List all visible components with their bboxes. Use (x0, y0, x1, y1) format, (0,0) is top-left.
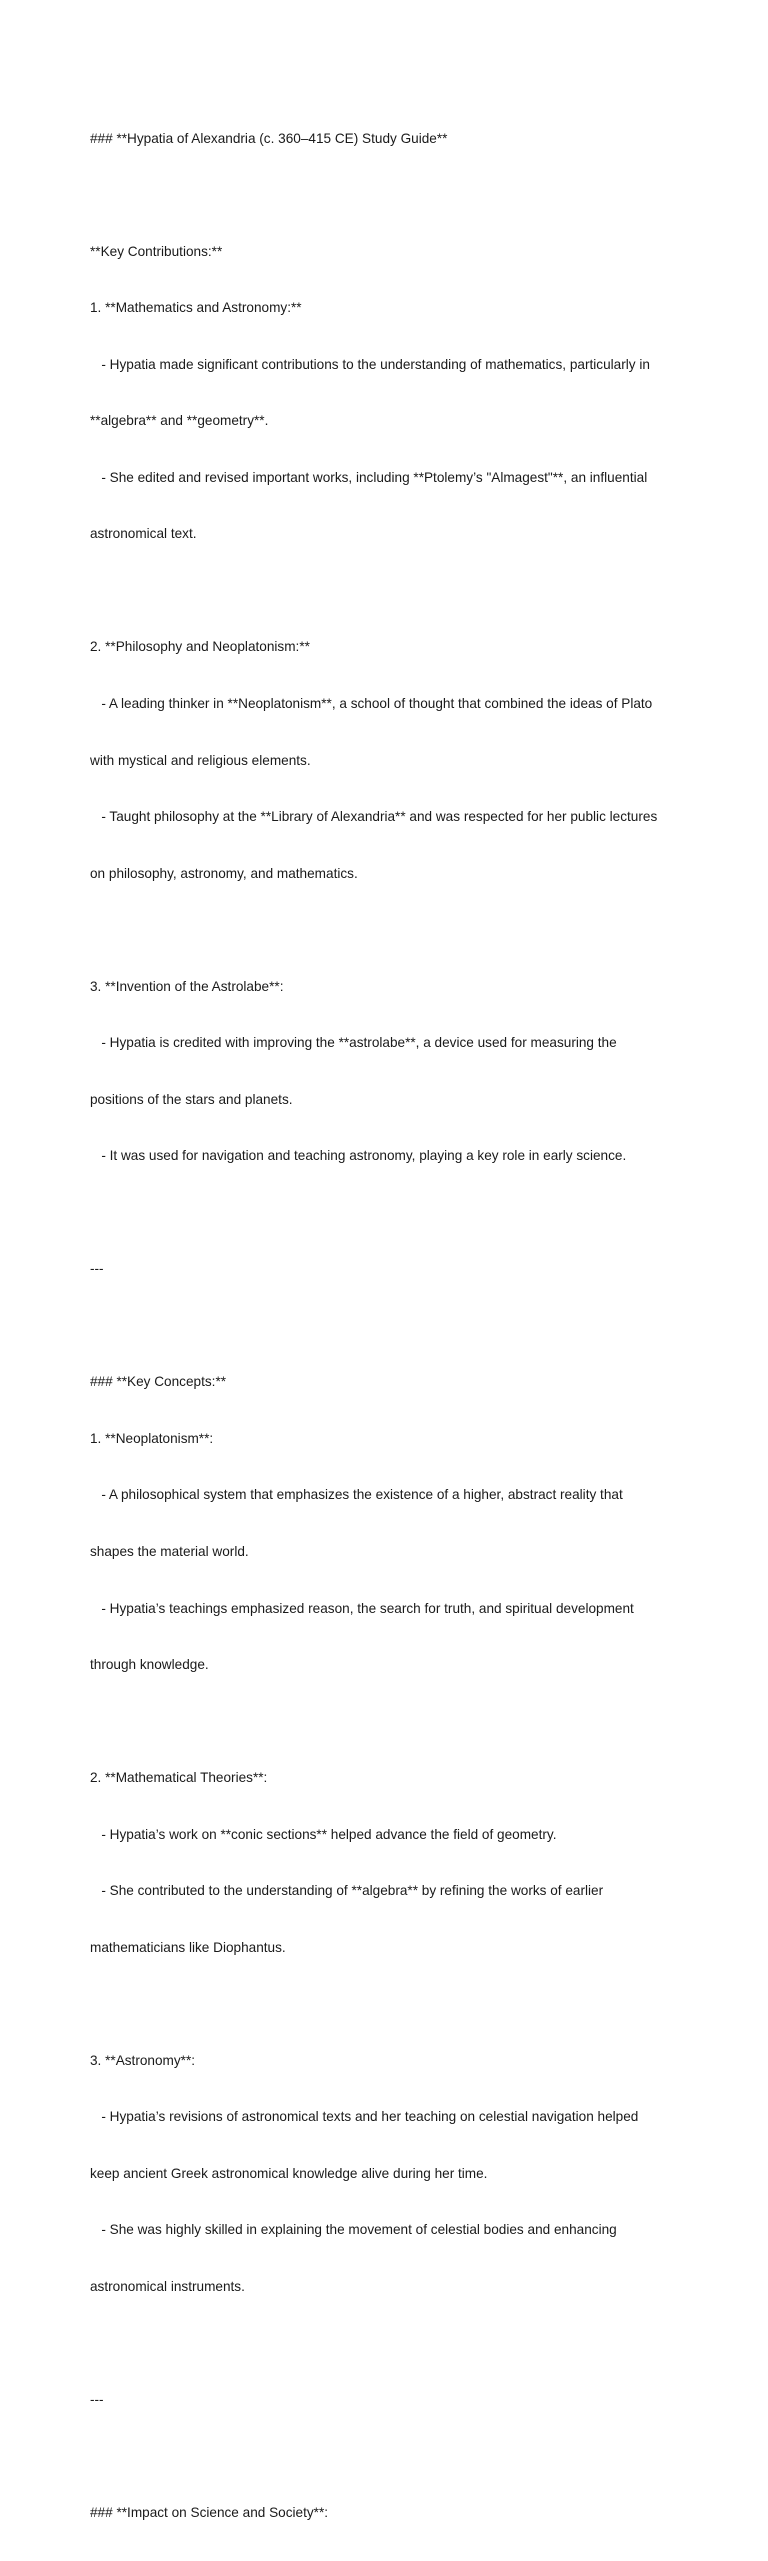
blank-line (90, 1317, 680, 1336)
blank-line (90, 582, 680, 601)
text-line: keep ancient Greek astronomical knowledge alive during her time. (90, 2165, 488, 2181)
bullet-line: - A leading thinker in **Neoplatonism**, a school of thought that combined the ideas of Plato (90, 696, 653, 711)
guide-title-line: ### **Hypatia of Alexandria (c. 360–415 CE) Study Guide** (90, 130, 448, 146)
blank-line (90, 2447, 680, 2466)
list-item-heading: 1. **Neoplatonism**: (90, 1430, 214, 1446)
bullet-line: - Hypatia’s work on **conic sections** helped advance the field of geometry. (90, 1826, 557, 1842)
text-line: astronomical instruments. (90, 2278, 245, 2294)
section-heading-key-concepts: ### **Key Concepts:** (90, 1374, 227, 1390)
text-line: through knowledge. (90, 1657, 209, 1673)
list-item-heading: 2. **Philosophy and Neoplatonism:** (90, 639, 310, 655)
bullet-line: - Taught philosophy at the **Library of Alexandria** and was respected for her public lectures (90, 809, 658, 825)
bullet-line: - Hypatia is credited with improving the **astrolabe**, a device used for measuring the (90, 1035, 617, 1051)
bullet-line: - She was highly skilled in explaining the movement of celestial bodies and enhancing (90, 2222, 617, 2238)
list-item-heading: 1. **Mathematics and Astronomy:** (90, 300, 302, 316)
list-item-heading: 3. **Astronomy**: (90, 2052, 196, 2068)
text-line: mathematicians like Diophantus. (90, 1939, 286, 1955)
blank-line (90, 1995, 680, 2014)
blank-line (90, 1204, 680, 1223)
blank-line (90, 921, 680, 940)
text-line: shapes the material world. (90, 1543, 249, 1559)
blank-line (90, 2334, 680, 2353)
horizontal-rule-text: --- (90, 1261, 104, 1277)
text-line: on philosophy, astronomy, and mathematics. (90, 865, 358, 881)
section-heading-impact: ### **Impact on Science and Society**: (90, 2505, 329, 2520)
section-heading-key-contributions: **Key Contributions:** (90, 243, 223, 259)
text-line: positions of the stars and planets. (90, 1091, 293, 1107)
bullet-line: - She edited and revised important works, including **Ptolemy’s "Almagest"**, an influential (90, 469, 648, 485)
bullet-line: - She contributed to the understanding of **algebra** by refining the works of earlier (90, 1883, 604, 1899)
text-line: with mystical and religious elements. (90, 752, 311, 768)
bullet-line: - Hypatia’s teachings emphasized reason, the search for truth, and spiritual development (90, 1600, 634, 1616)
blank-line (90, 1713, 680, 1732)
bullet-line: - A philosophical system that emphasizes the existence of a higher, abstract reality that (90, 1487, 623, 1503)
bullet-line: - Hypatia’s revisions of astronomical texts and her teaching on celestial navigation helped (90, 2109, 639, 2125)
bullet-line: - It was used for navigation and teaching astronomy, playing a key role in early science. (90, 1148, 627, 1164)
text-line: **algebra** and **geometry**. (90, 413, 269, 429)
blank-line (90, 186, 680, 205)
list-item-heading: 2. **Mathematical Theories**: (90, 1770, 268, 1786)
document-body (90, 92, 680, 2561)
bullet-line: - Hypatia made significant contributions to the understanding of mathematics, particularly in (90, 356, 650, 372)
text-line: astronomical text. (90, 526, 197, 542)
list-item-heading: 3. **Invention of the Astrolabe**: (90, 978, 284, 994)
horizontal-rule-text: --- (90, 2391, 104, 2407)
